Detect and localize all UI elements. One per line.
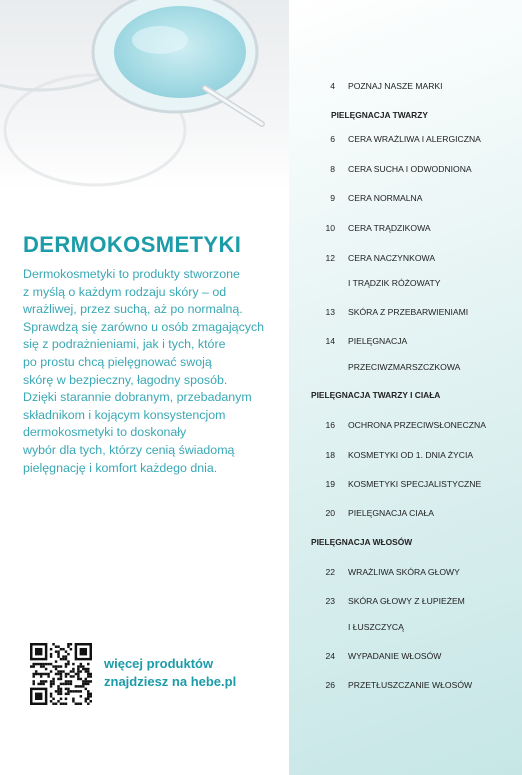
toc-item-label: WRAŻLIWA SKÓRA GŁOWY (348, 567, 460, 577)
description (23, 266, 285, 477)
toc-page-number: 23 (325, 596, 335, 606)
toc-page-number: 24 (325, 651, 335, 661)
cta-line-2: znajdziesz na hebe.pl (104, 674, 237, 689)
description-line: Dzięki starannie dobranym, przebadanym (23, 390, 252, 405)
toc-item-label: WYPADANIE WŁOSÓW (348, 651, 442, 661)
toc-item-label: PIELĘGNACJA CIAŁA (348, 508, 434, 518)
toc-page-number: 4 (330, 81, 335, 91)
toc-page-number: 12 (325, 253, 335, 263)
toc-page-number: 19 (325, 479, 335, 489)
description-line: wrażliwej, przez suchą, aż po normalną. (23, 302, 243, 317)
toc-section-header: PIELĘGNACJA TWARZY I CIAŁA (311, 390, 441, 400)
toc-section-header: PIELĘGNACJA WŁOSÓW (311, 537, 413, 547)
description-line: po prostu chcą pielęgnować swoją (23, 354, 212, 369)
table-of-contents (289, 0, 522, 775)
toc-page-number: 16 (325, 420, 335, 430)
toc-page-number: 6 (330, 134, 335, 144)
description-line: Dermokosmetyki to produkty stworzone (23, 267, 240, 281)
toc-page-number: 13 (325, 307, 335, 317)
toc-item-label-line2: I TRĄDZIK RÓŻOWATY (348, 278, 441, 288)
toc-item-label: CERA WRAŻLIWA I ALERGICZNA (348, 134, 481, 144)
toc-page-number: 9 (330, 193, 335, 203)
toc-item-label: POZNAJ NASZE MARKI (348, 81, 443, 91)
toc-item-label: PRZETŁUSZCZANIE WŁOSÓW (348, 680, 473, 690)
petri-dish-illustration (0, 0, 289, 190)
toc-item-label: CERA NORMALNA (348, 193, 423, 203)
description-line: pielęgnację i komfort każdego dnia. (23, 460, 218, 475)
toc-item-label: SKÓRA Z PRZEBARWIENIAMI (348, 307, 469, 317)
toc-item-label-line2: PRZECIWZMARSZCZKOWA (348, 362, 461, 372)
description-line: wybór dla tych, którzy cenią świadomą (23, 442, 235, 457)
description-line: dermokosmetyki to doskonały (23, 425, 187, 440)
toc-item-label: SKÓRA GŁOWY Z ŁUPIEŻEM (348, 596, 465, 606)
toc-item-label: CERA SUCHA I ODWODNIONA (348, 164, 472, 174)
description-line: z myślą o każdym rodzaju skóry – od (23, 284, 227, 299)
description-line: składnikom i kojącym konsystencjom (23, 407, 226, 422)
toc-page-number: 14 (325, 336, 335, 346)
toc-page-number: 18 (325, 450, 335, 460)
toc-item-label: KOSMETYKI OD 1. DNIA ŻYCIA (348, 450, 474, 460)
toc-item-label-line2: I ŁUSZCZYCĄ (348, 622, 404, 632)
description-line: się z podrażnieniami, jak i tych, które (23, 337, 226, 352)
toc-item-label: PIELĘGNACJA (348, 336, 408, 346)
description-line: skórę w bezpieczny, łagodny sposób. (23, 372, 228, 387)
toc-page-number: 8 (330, 164, 335, 174)
description-line: Sprawdzą się zarówno u osób zmagających (23, 319, 265, 334)
toc-page-number: 26 (325, 680, 335, 690)
toc-page-number: 10 (325, 223, 335, 233)
petri-dish-image (0, 0, 289, 190)
cta-line-1: więcej produktów (104, 656, 214, 671)
toc-item-label: CERA NACZYNKOWA (348, 253, 436, 263)
toc-item-label: OCHRONA PRZECIWSŁONECZNA (348, 420, 486, 430)
toc-item-label: KOSMETYKI SPECJALISTYCZNE (348, 479, 482, 489)
toc-section-header: PIELĘGNACJA TWARZY (331, 110, 428, 120)
toc-item-label: CERA TRĄDZIKOWA (348, 223, 431, 233)
cta-link[interactable] (104, 655, 236, 691)
qr-code[interactable] (30, 643, 92, 705)
page-title: DERMOKOSMETYKI (23, 232, 242, 257)
toc-page-number: 20 (325, 508, 335, 518)
toc-page-number: 22 (325, 567, 335, 577)
table-of-contents-panel (289, 0, 522, 775)
